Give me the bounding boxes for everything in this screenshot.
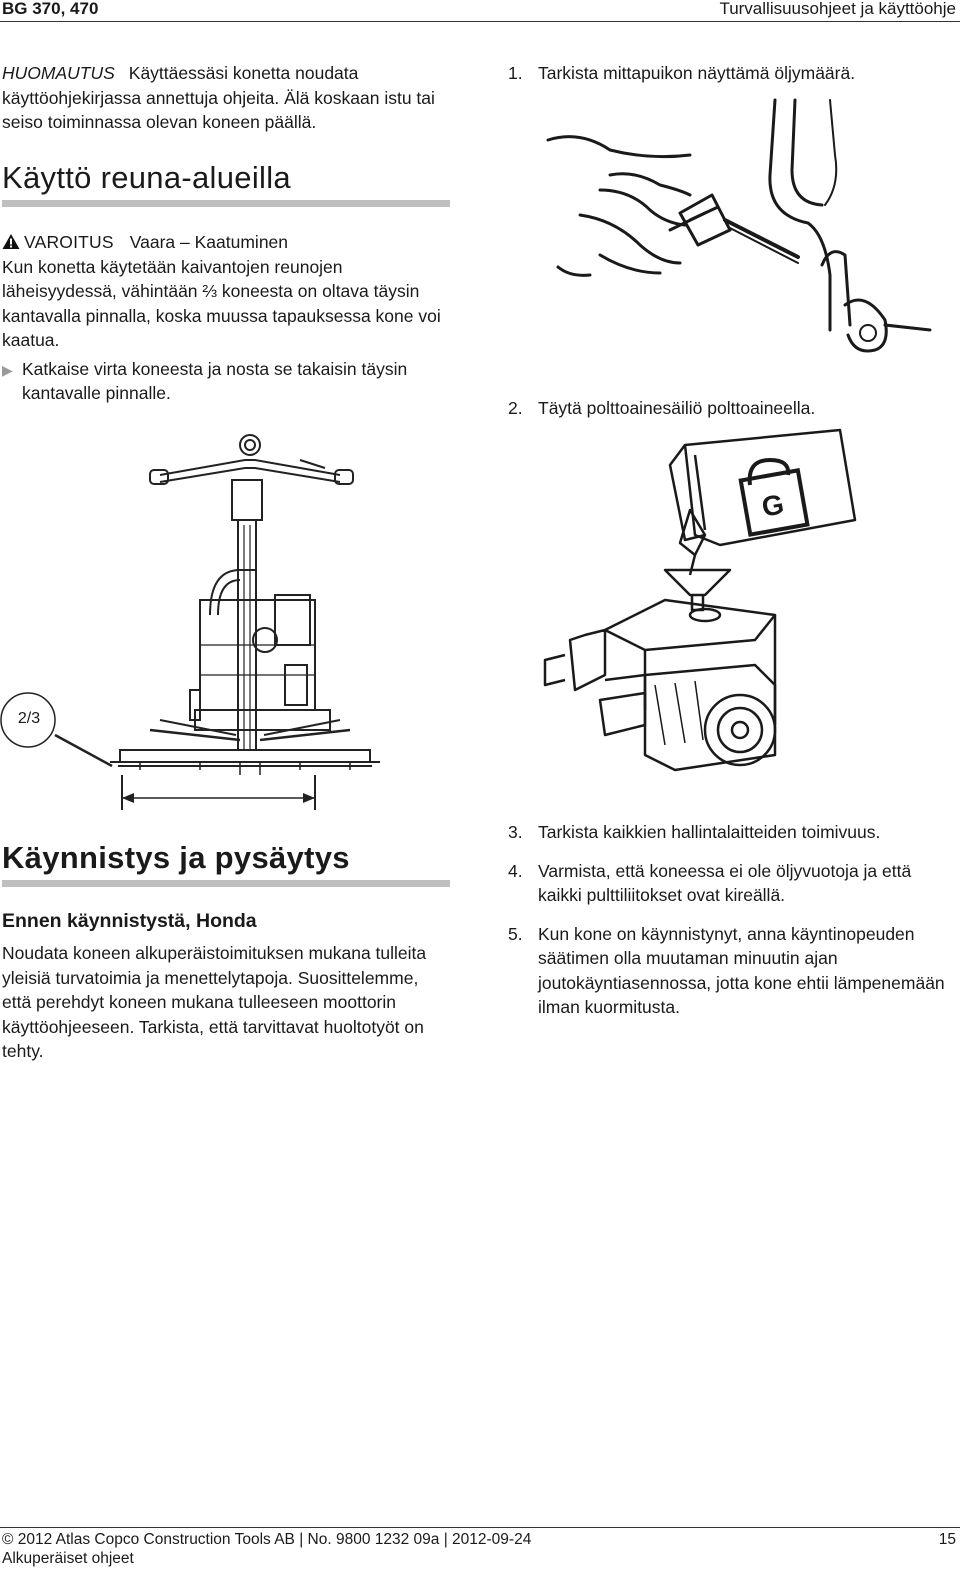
steps-list (508, 820, 958, 1034)
canister-symbol-letter: G (759, 488, 787, 523)
notice-tag: HUOMAUTUS (2, 63, 115, 83)
subsection-title: Ennen käynnistystä, Honda (2, 910, 257, 932)
section-heading: Turvallisuusohjeet ja käyttöohje (719, 0, 956, 18)
document-code: BG 370, 470 (2, 0, 99, 18)
page-number: 15 (938, 1531, 956, 1548)
warning-text: Kun konetta käytetään kaivantojen reunojen läheisyydessä, vähintään ⅔ koneesta on oltava täysin kantavalla pinnalla, koska muussa tapauksessa kone voi kaatua. (2, 256, 441, 350)
title-underline-bar (2, 200, 450, 207)
section-title-start-stop: Käynnistys ja pysäytys (2, 840, 350, 875)
step-text: Kun kone on käynnistynyt, anna käyntinopeuden säätimen olla muutaman minuutin ajan joutokäyntiasennossa, jotta kone ehtii lämpenemään ilman kuormitusta. (538, 923, 945, 1017)
step-4 (508, 859, 958, 908)
action-arrow-icon: ▶ (2, 361, 13, 378)
power-trowel-illustration (0, 430, 470, 815)
step-1 (508, 61, 958, 86)
warning-heading (2, 230, 452, 255)
warning-title: Vaara – Kaatuminen (129, 232, 289, 252)
warning-block (2, 230, 452, 406)
step-2 (508, 396, 958, 421)
step-text: Tarkista mittapuikon näyttämä öljymäärä. (538, 63, 856, 83)
footer-original-instructions: Alkuperäiset ohjeet (2, 1550, 134, 1567)
step-number: 4. (508, 860, 523, 881)
step-number: 1. (508, 63, 523, 83)
notice-text: Käyttäessäsi konetta noudata käyttöohjekirjassa annettuja ohjeita. Älä koskaan istu tai seiso toiminnassa olevan koneen päällä. (2, 63, 435, 132)
header-divider (0, 21, 960, 22)
step-3 (508, 820, 958, 845)
warning-label: VAROITUS (24, 232, 114, 252)
ratio-label: 2/3 (17, 710, 41, 727)
step-text: Tarkista kaikkien hallintalaitteiden toimivuus. (538, 822, 881, 842)
title-underline-bar (2, 880, 450, 887)
warning-action: Katkaise virta koneesta ja nosta se takaisin täysin kantavalle pinnalle. (22, 358, 408, 403)
warning-triangle-icon (2, 233, 20, 250)
step-text: Täytä polttoainesäiliö polttoaineella. (538, 398, 816, 418)
step-number: 2. (508, 398, 523, 418)
step-5 (508, 922, 958, 1020)
section-title-edge-areas: Käyttö reuna-alueilla (2, 160, 291, 195)
subsection-text: Noudata koneen alkuperäistoimituksen mukana tulleita yleisiä turvatoimia ja menettelytapoja. Suosittelemme, että perehdyt koneen mukana tulleeseen moottorin käyttöohjeeseen. Tarkista, että tarvittavat huoltotyöt on tehty. (2, 943, 427, 1061)
footer-copyright: © 2012 Atlas Copco Construction Tools AB | No. 9800 1232 09a | 2012-09-24 (2, 1531, 532, 1548)
step-text: Varmista, että koneessa ei ole öljyvuotoja ja että kaikki pulttiliitokset ovat kireällä. (538, 860, 912, 905)
step-number: 5. (508, 923, 523, 944)
footer-divider (0, 1527, 960, 1528)
footer-info (2, 1530, 531, 1568)
step-number: 3. (508, 822, 523, 842)
notice-block (2, 61, 442, 135)
refuelling-illustration (545, 425, 865, 785)
dipstick-illustration (540, 95, 940, 360)
